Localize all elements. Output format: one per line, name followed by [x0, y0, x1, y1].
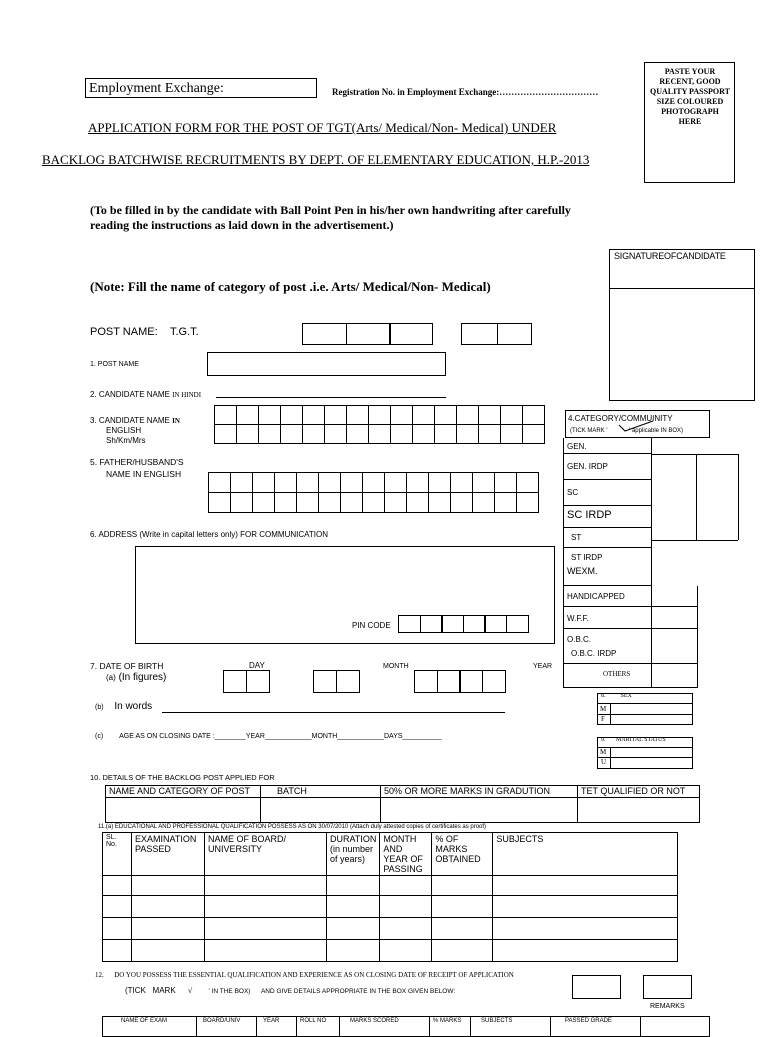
tick-icon: √	[187, 986, 193, 995]
hindi-name-line[interactable]	[216, 397, 446, 398]
marital-title: 9. MARITAL STATUS	[601, 737, 666, 743]
pin-code-label: PIN CODE	[352, 621, 391, 630]
photo-instructions: PASTE YOUR RECENT, GOOD QUALITY PASSPORT SIZE COLOURED PHOTOGRAPH HERE	[650, 67, 730, 126]
essential-table[interactable]	[102, 1016, 710, 1037]
sex-option-m[interactable]: M	[600, 705, 607, 713]
backlog-table[interactable]	[105, 785, 700, 823]
essential-question: 12. DO YOU POSSESS THE ESSENTIAL QUALIFICATION AND EXPERIENCE AS ON CLOSING DATE OF RECEIPT OF APPLICATION	[95, 971, 514, 979]
field-7a-prefix: (a)	[106, 673, 116, 682]
category-item[interactable]: OTHERS	[563, 664, 697, 688]
essential-header: BOARD/UNIV	[197, 1017, 257, 1037]
tick-mark-icon	[617, 419, 657, 433]
category-tick-note-a: (TICK MARK '	[570, 428, 608, 434]
post-name-input[interactable]	[207, 352, 446, 376]
field-6-label: 6. ADDRESS (Write in capital letters only) FOR COMMUNICATION	[90, 530, 328, 539]
field-7b-prefix: (b)	[95, 704, 104, 711]
field-5-label	[90, 456, 184, 480]
form-title-line2: BACKLOG BATCHWISE RECRUITMENTS BY DEPT. OF ELEMENTARY EDUCATION, H.P.-2013	[42, 152, 590, 167]
category-item[interactable]: ST	[563, 528, 651, 548]
dob-day-boxes[interactable]	[223, 670, 270, 693]
qualification-header: SUBJECTS	[493, 833, 678, 876]
post-code-boxes[interactable]	[302, 323, 433, 345]
category-item[interactable]: W.F.F.	[563, 607, 697, 629]
essential-header: YEAR	[257, 1017, 297, 1037]
essential-header: SUBJECTS	[471, 1017, 551, 1037]
dob-words-line[interactable]	[162, 712, 505, 713]
backlog-header: TET QUALIFIED OR NOT	[578, 786, 700, 798]
signature-label: SIGNATUREOFCANDIDATE	[614, 251, 726, 261]
backlog-header: NAME AND CATEGORY OF POST	[106, 786, 261, 798]
backlog-header: BATCH	[261, 786, 381, 798]
dob-month-label: MONTH	[383, 663, 409, 670]
essential-no-box[interactable]	[643, 975, 692, 999]
field-5-line1: 5. FATHER/HUSBAND'S	[90, 457, 184, 467]
field-3-label	[90, 416, 180, 446]
father-name-grid[interactable]	[208, 472, 539, 513]
qualification-header: NAME OF BOARD/ UNIVERSITY	[205, 833, 327, 876]
qualification-title: 11.(a) EDUCATIONAL AND PROFESSIONAL QUALIFICATION POSSESS AS ON 30/07/2010 (Attach duly attested copies of certificates as proof)	[98, 824, 487, 830]
field-7a-text: (In figures)	[118, 672, 167, 683]
note-text: (Note: Fill the name of category of post .i.e. Arts/ Medical/Non- Medical)	[90, 279, 491, 294]
backlog-title: 10. DETAILS OF THE BACKLOG POST APPLIED FOR	[90, 773, 275, 782]
essential-header: ROLL NO	[297, 1017, 340, 1037]
pin-code-boxes[interactable]	[398, 615, 529, 633]
essential-tick-label: (TICK MARK	[125, 986, 176, 995]
field-2-prefix: 2. CANDIDATE NAME	[90, 390, 170, 399]
category-item[interactable]: SC IRDP	[563, 506, 651, 528]
post-name-label: POST NAME:	[90, 326, 158, 338]
field-7c-text: AGE AS ON CLOSING DATE :________YEAR____________MONTH____________DAYS__________	[119, 733, 442, 740]
signature-box[interactable]	[609, 249, 755, 401]
dob-year-label: YEAR	[533, 663, 553, 670]
category-item[interactable]: ST IRDP	[571, 553, 603, 562]
dob-month-boxes[interactable]	[313, 670, 360, 693]
post-code-boxes-2[interactable]	[461, 323, 532, 345]
essential-header: PASSED GRADE	[551, 1017, 641, 1037]
candidate-name-grid[interactable]	[214, 405, 545, 444]
category-item[interactable]: HANDICAPPED	[563, 586, 697, 607]
field-7b-label	[95, 701, 152, 712]
field-2-suffix: IN HINDI	[172, 391, 202, 399]
category-item[interactable]: GEN. IRDP	[563, 454, 651, 480]
qualification-table[interactable]	[102, 832, 678, 962]
dob-year-boxes[interactable]	[414, 670, 506, 693]
essential-yes-box[interactable]	[572, 975, 621, 999]
remarks-label: REMARKS	[650, 1003, 685, 1010]
field-3-line2: ENGLISH	[106, 426, 142, 435]
essential-header: MARKS SCORED	[340, 1017, 430, 1037]
field-1-label: 1. POST NAME	[90, 361, 139, 368]
field-3-in: IN	[172, 417, 180, 425]
backlog-header: 50% OR MORE MARKS IN GRADUTION	[381, 786, 578, 798]
qualification-header: DURATION (in number of years)	[327, 833, 380, 876]
essential-header: % MARKS	[430, 1017, 471, 1037]
category-title: 4.CATEGORY/COMMUINITY	[568, 414, 673, 423]
instruction-text: (To be filled in by the candidate with Ball Point Pen in his/her own handwriting after carefully reading the instructions as laid down in the advertisement.)	[90, 203, 571, 232]
category-item[interactable]: SC	[563, 480, 651, 506]
field-3-line1: 3. CANDIDATE NAME	[90, 416, 170, 425]
registration-label: Registration No. in Employment Exchange:……………………………	[332, 87, 599, 97]
field-7b-text: In words	[114, 701, 153, 712]
field-5-line2: NAME IN ENGLISH	[106, 469, 182, 479]
field-7a-label	[106, 672, 166, 683]
field-7c-label	[95, 733, 441, 740]
qualification-header: % OF MARKS OBTAINED	[432, 833, 493, 876]
qualification-header: EXAMINATION PASSED	[132, 833, 205, 876]
sex-option-f[interactable]: F	[601, 715, 605, 723]
category-item[interactable]: O.B.C. IRDP	[563, 647, 697, 664]
field-3-line3: Sh/Km/Mrs	[106, 436, 146, 445]
marital-option-u[interactable]: U	[601, 758, 607, 766]
essential-tick-note: ' IN THE BOX) AND GIVE DETAILS APPROPRIATE IN THE BOX GIVEN BELOW:	[208, 988, 456, 995]
category-item[interactable]: WEXM.	[563, 564, 651, 586]
form-title-line1: APPLICATION FORM FOR THE POST OF TGT(Arts/ Medical/Non- Medical) UNDER	[88, 120, 557, 135]
qualification-header: MONTH AND YEAR OF PASSING	[380, 833, 432, 876]
marital-option-m[interactable]: M	[600, 748, 607, 756]
category-item[interactable]: O.B.C.	[567, 635, 592, 644]
dob-day-label: DAY	[249, 661, 265, 670]
category-item[interactable]: GEN.	[563, 438, 651, 454]
category-tick-note-b: ' applicable IN BOX)	[629, 428, 683, 434]
sex-title: 8. SEX	[601, 693, 632, 699]
qualification-header: SL. No.	[103, 833, 132, 876]
post-name-value: T.G.T.	[170, 326, 199, 338]
essential-header: NAME OF EXAM	[103, 1017, 197, 1037]
essential-tick-instruction	[125, 986, 455, 995]
field-7c-prefix: (c)	[95, 733, 104, 740]
field-2-label	[90, 390, 201, 399]
field-7-label: 7. DATE OF BIRTH	[90, 661, 164, 671]
employment-exchange-label: Employment Exchange:	[89, 81, 224, 96]
